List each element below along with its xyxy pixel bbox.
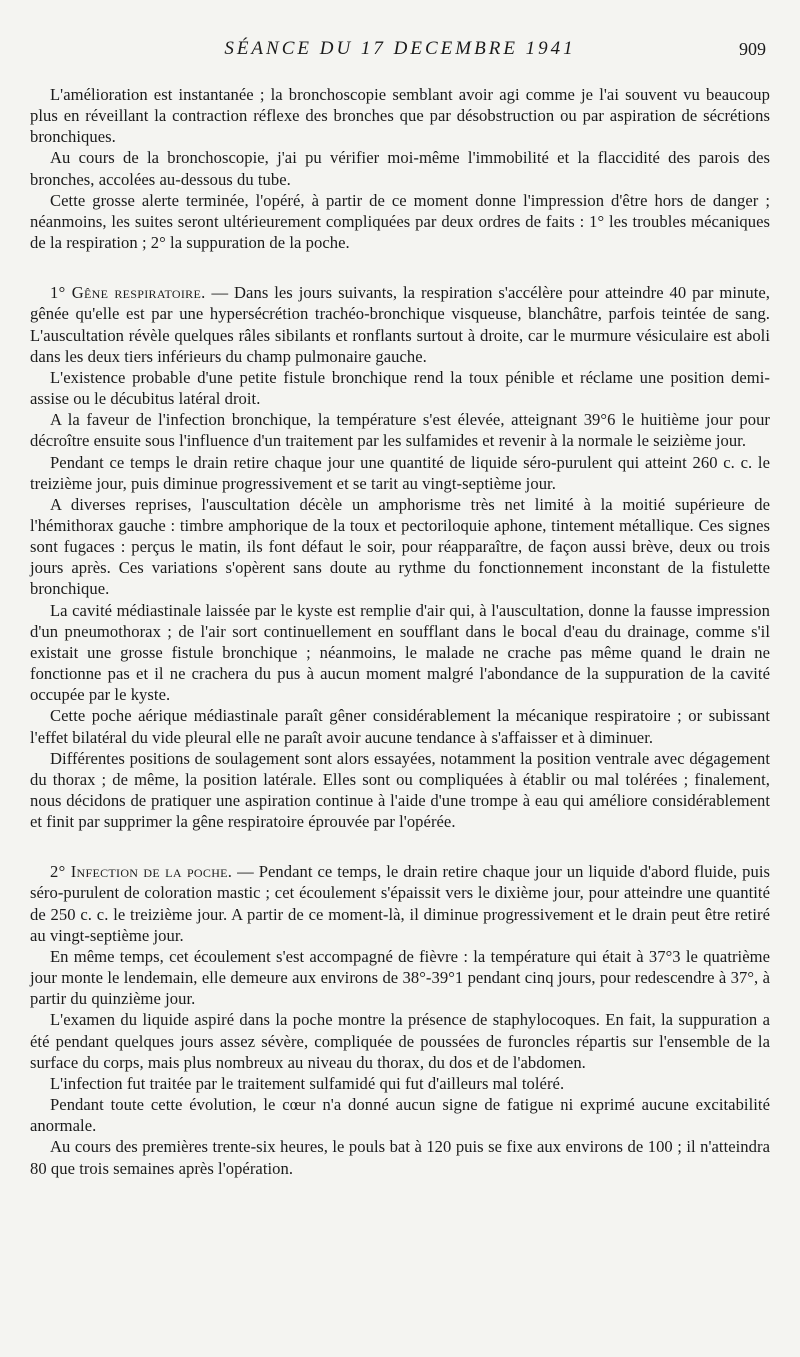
section-2-heading: 2° Infection de la poche. <box>50 862 233 882</box>
document-body <box>30 84 770 1179</box>
paragraph: La cavité médiastinale laissée par le kyste est remplie d'air qui, à l'auscultation, donne la fausse impression d'un pneumothorax ; de l'air sort continuellement en soufflant dans le bocal d'eau du drainage, comme s'il existait une grosse fistule bronchique ; néanmoins, le malade ne crache pas même quand le drain ne fonctionne pas et il ne crachera du pus à aucun moment malgré l'abondance de la suppuration de la cavité occupée par le kyste. <box>30 600 770 705</box>
section-1-lead-paragraph <box>30 282 770 367</box>
paragraph: En même temps, cet écoulement s'est accompagné de fièvre : la température qui était à 37°3 le quatrième jour monte le lendemain, elle demeure aux environs de 38°-39°1 pendant cinq jours, pour redescendre à 37°, à partir du quinzième jour. <box>30 946 770 1009</box>
paragraph: Au cours des premières trente-six heures, le pouls bat à 120 puis se fixe aux environs de 100 ; il n'atteindra 80 que trois semaines après l'opération. <box>30 1137 770 1178</box>
paragraph: Pendant ce temps le drain retire chaque jour une quantité de liquide séro-purulent qui atteint 260 c. c. le treizième jour, puis diminue progressivement et se tarit au vingt-septième jour. <box>30 452 770 493</box>
paragraph: Pendant toute cette évolution, le cœur n'a donné aucun signe de fatigue ni exprimé aucune excitabilité anormale. <box>30 1095 770 1136</box>
section-spacer <box>30 253 770 282</box>
section-spacer <box>30 832 770 861</box>
page-number: 909 <box>739 39 766 59</box>
section-2-lead-text: — Pendant ce temps, le drain retire chaque jour un liquide d'abord fluide, puis séro-purulent de coloration mastic ; cet écoulement s'épaissit vers le dixième jour, pour atteindre une quantité de 250 c. c. le treizième jour. A partir de ce moment-là, il diminue progressivement et le drain peut être retiré au vingt-septième jour. <box>30 862 770 945</box>
paragraph: L'existence probable d'une petite fistule bronchique rend la toux pénible et réclame une position demi-assise ou le décubitus latéral droit. <box>30 367 770 409</box>
paragraph: Cette grosse alerte terminée, l'opéré, à partir de ce moment donne l'impression d'être hors de danger ; néanmoins, les suites seront ultérieurement compliquées par deux ordres de faits : 1° les troubles mécaniques de la respiration ; 2° la suppuration de la poche. <box>30 190 770 253</box>
paragraph: L'amélioration est instantanée ; la bronchoscopie semblant avoir agi comme je l'ai souvent vu beaucoup plus en réveillant la contraction réflexe des bronches que par désobstruction ou par aspiration de sécrétions bronchiques. <box>30 85 770 147</box>
running-title: SÉANCE DU 17 DECEMBRE 1941 <box>224 38 576 59</box>
paragraph: A diverses reprises, l'auscultation décèle un amphorisme très net limité à la moitié supérieure de l'hémithorax gauche : timbre amphorique de la toux et pectoriloquie aphone, tintement métallique. Ces signes sont fugaces : perçus le matin, ils font défaut le soir, pour réapparaître, de façon aussi brève, deux ou trois jours après. Ces variations s'opèrent sans doute au rythme du fonctionnement inconstant de la fistulette bronchique. <box>30 494 770 599</box>
section-1-lead-text: — Dans les jours suivants, la respiration s'accélère pour atteindre 40 par minute, gênée qu'elle est par une hypersécrétion trachéo-bronchique visqueuse, blanchâtre, parfois teintée de sang. L'auscultation révèle quelques râles sibilants et ronflants surtout à droite, car le murmure vésiculaire est aboli dans les deux tiers inférieurs du champ pulmonaire gauche. <box>30 283 770 366</box>
page-header <box>30 38 770 64</box>
paragraph: Au cours de la bronchoscopie, j'ai pu vérifier moi-même l'immobilité et la flaccidité des parois des bronches, accolées au-dessous du tube. <box>30 148 770 189</box>
paragraph: Différentes positions de soulagement sont alors essayées, notamment la position ventrale avec dégagement du thorax ; de même, la position latérale. Elles sont ou compliquées à établir ou mal tolérées ; finalement, nous décidons de pratiquer une aspiration continue à l'aide d'une trompe à eau qui améliore considérablement et finit par supprimer la gêne respiratoire éprouvée par l'opérée. <box>30 748 770 832</box>
paragraph: L'examen du liquide aspiré dans la poche montre la présence de staphylocoques. En fait, la suppuration a été pendant quelques jours assez sévère, compliquée de poussées de furoncles répartis sur l'ensemble de la surface du corps, mais plus nombreux au niveau du thorax, du dos et de l'abdomen. <box>30 1010 770 1072</box>
paragraph: Cette poche aérique médiastinale paraît gêner considérablement la mécanique respiratoire ; or subissant l'effet bilatéral du vide pleural elle ne paraît avoir aucune tendance à s'affaisser et à diminuer. <box>30 706 770 747</box>
paragraph: A la faveur de l'infection bronchique, la température s'est élevée, atteignant 39°6 le huitième jour pour décroître ensuite sous l'influence d'un traitement par les sulfamides et revenir à la normale le seizième jour. <box>30 410 770 451</box>
paragraph: L'infection fut traitée par le traitement sulfamidé qui fut d'ailleurs mal toléré. <box>50 1073 565 1093</box>
section-2-lead-paragraph <box>30 861 770 946</box>
section-1-heading: 1° Gêne respiratoire. <box>50 283 206 303</box>
